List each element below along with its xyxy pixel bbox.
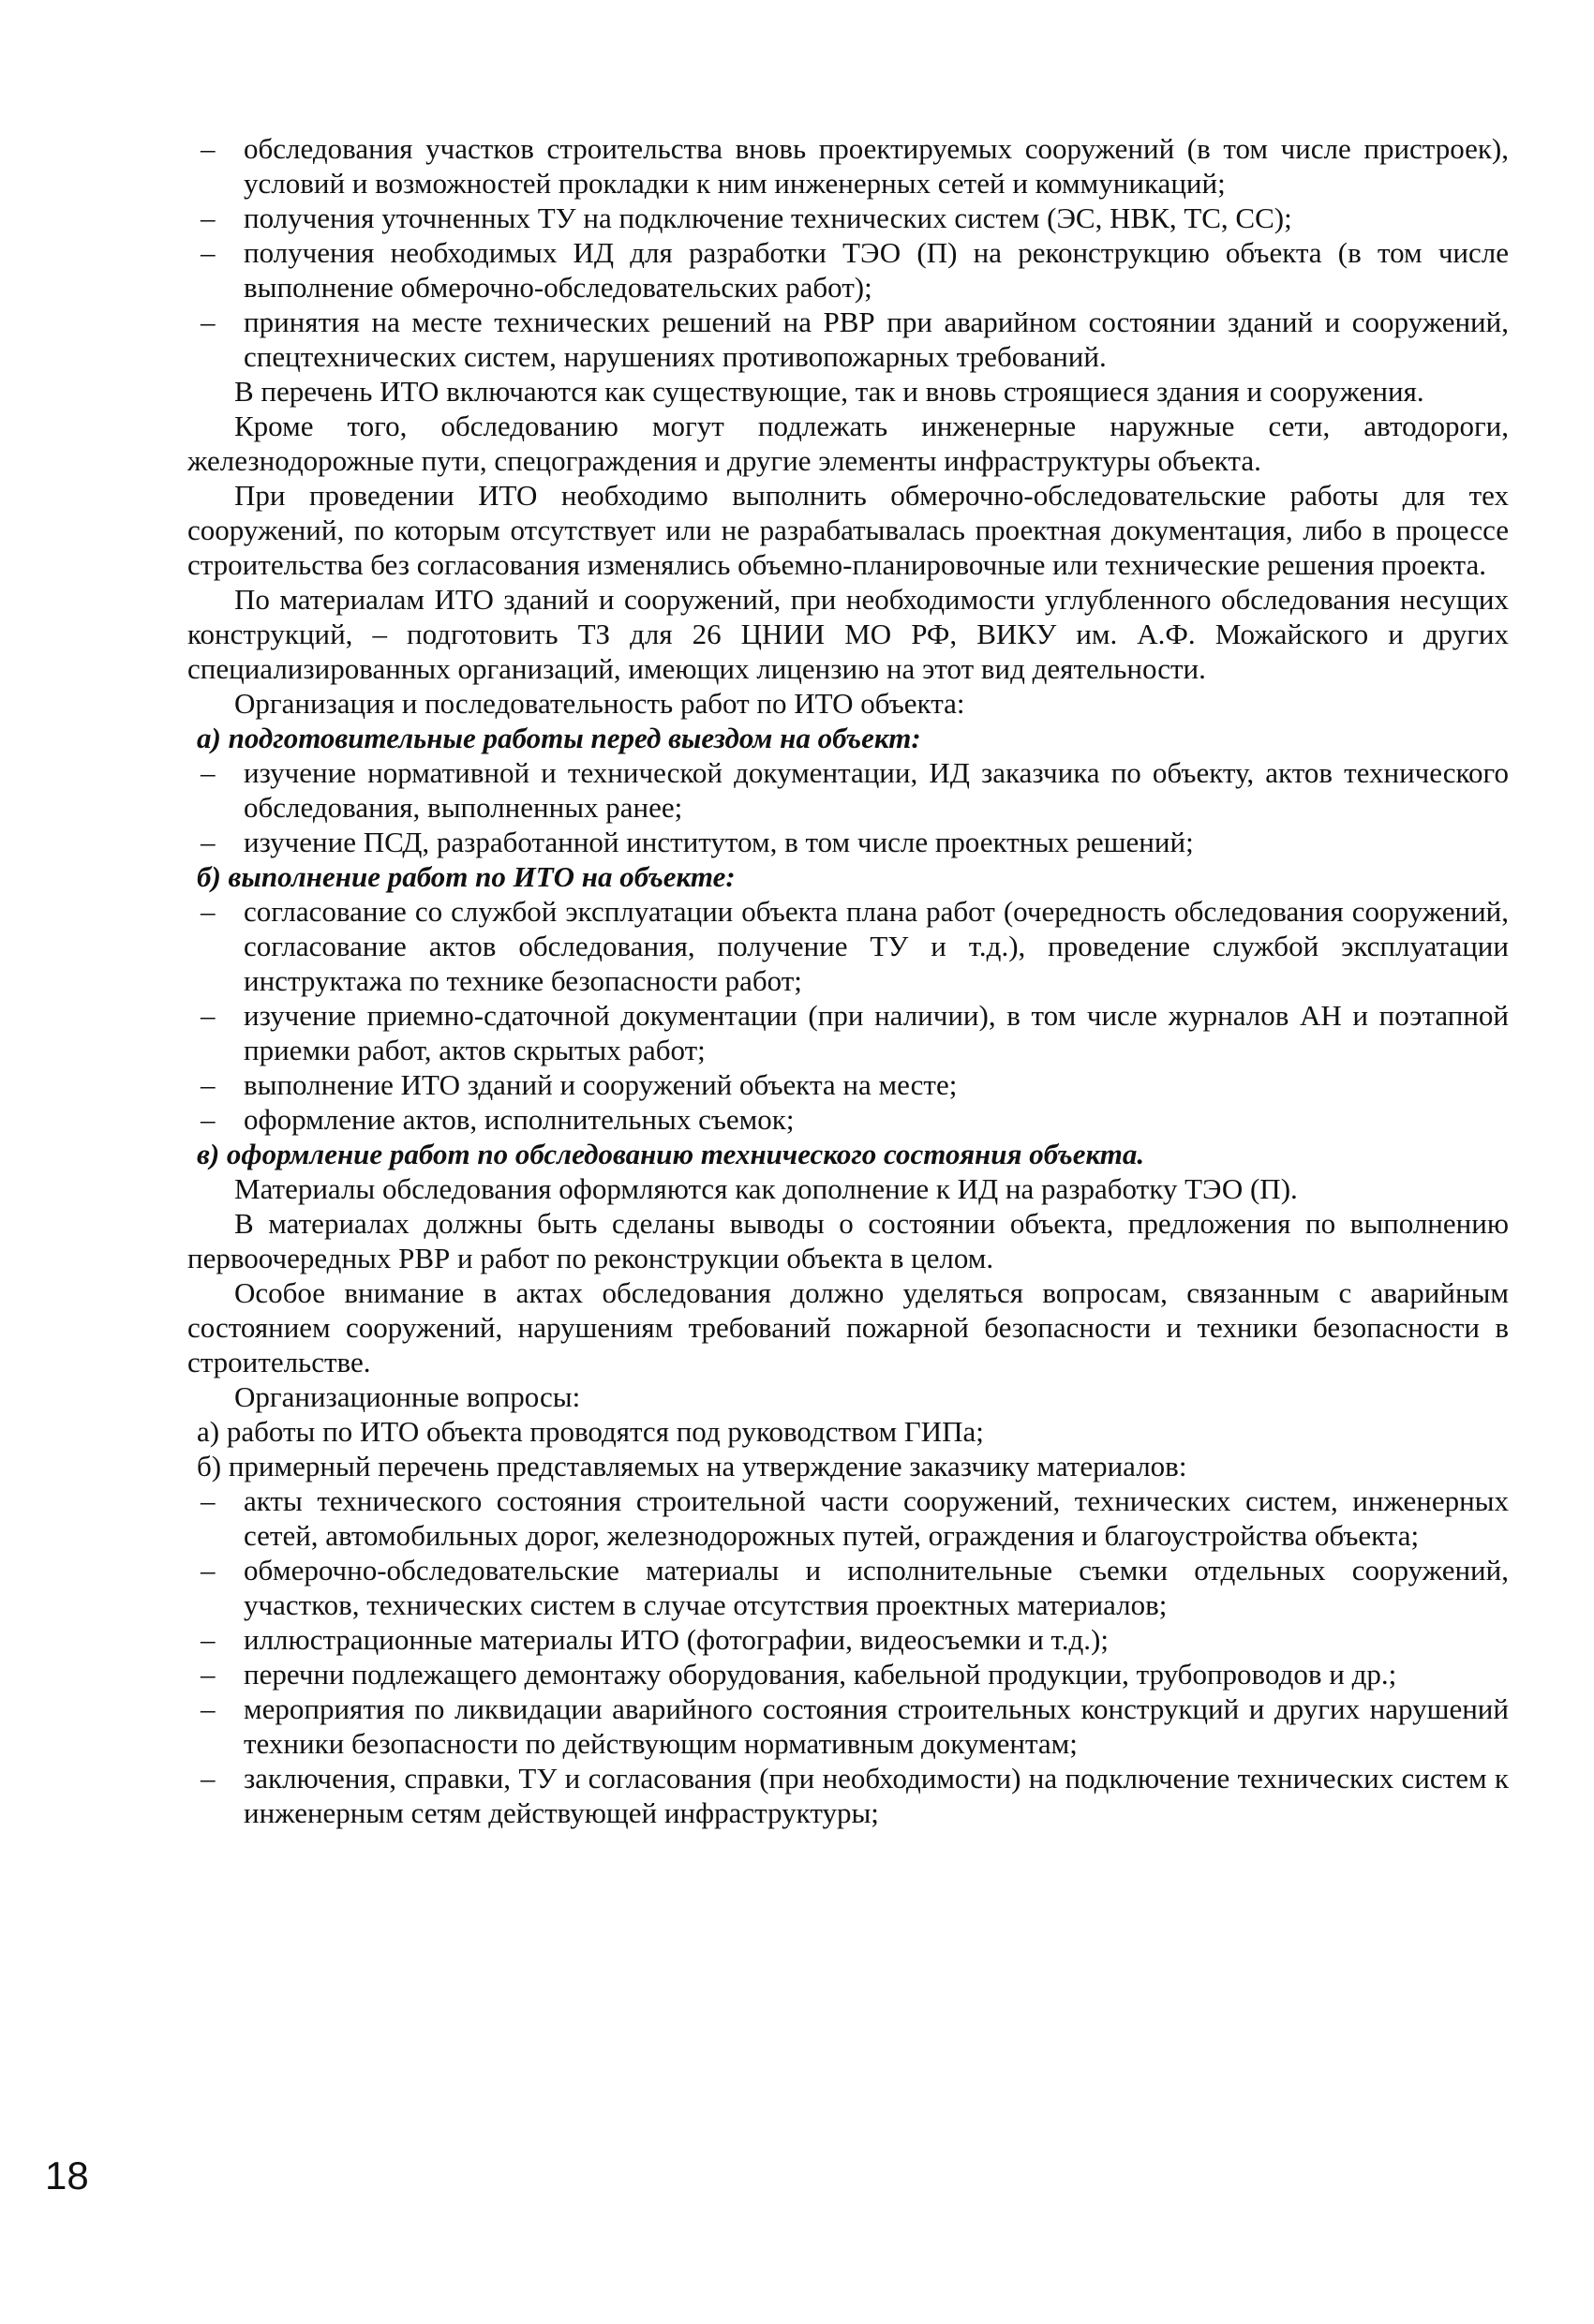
list-item bbox=[187, 998, 1509, 1067]
list-item bbox=[187, 235, 1509, 305]
list-item-text: изучение нормативной и технической документации, ИД заказчика по объекту, актов технического обследования, выполненных ранее; bbox=[244, 756, 1509, 824]
dash-marker: – bbox=[201, 132, 216, 165]
list-item bbox=[187, 1067, 1509, 1102]
list-item-text: заключения, справки, ТУ и согласования (при необходимости) на подключение технических систем к инженерным сетям действующей инфраструктуры; bbox=[244, 1762, 1509, 1829]
list-item bbox=[187, 1102, 1509, 1137]
dash-marker: – bbox=[201, 756, 216, 789]
list-item-text: обследования участков строительства вновь проектируемых сооружений (в том числе пристроек), условий и возможностей прокладки к ним инженерных сетей и коммуникаций; bbox=[244, 132, 1509, 200]
dash-marker: – bbox=[201, 1484, 216, 1517]
list-item bbox=[187, 825, 1509, 859]
list-item-text: мероприятия по ликвидации аварийного состояния строительных конструкций и других нарушений техники безопасности по действующим нормативным документам; bbox=[244, 1692, 1509, 1760]
paragraph-technical-assignment: По материалам ИТО зданий и сооружений, при необходимости углубленного обследования несущих конструкций, – подготовить ТЗ для 26 ЦНИИ МО РФ, ВИКУ им. А.Ф. Можайского и других специализированных организаций, имеющих лицензию на этот вид деятельности. bbox=[187, 583, 1509, 685]
list-item bbox=[187, 1691, 1509, 1761]
page-text-body bbox=[187, 131, 1509, 1830]
list-item-text: акты технического состояния строительной части сооружений, технических систем, инженерных сетей, автомобильных дорог, железнодорожных путей, ограждения и благоустройства объекта; bbox=[244, 1484, 1509, 1552]
paragraph-materials-format: Материалы обследования оформляются как дополнение к ИД на разработку ТЭО (П). bbox=[234, 1172, 1298, 1205]
list-item bbox=[187, 755, 1509, 825]
dash-marker: – bbox=[201, 895, 216, 928]
dash-marker: – bbox=[201, 1658, 216, 1691]
dash-marker: – bbox=[201, 999, 216, 1032]
dash-marker: – bbox=[201, 201, 216, 234]
line-gip-supervision: а) работы по ИТО объекта проводятся под руководством ГИПа; bbox=[197, 1415, 984, 1448]
list-item bbox=[187, 1761, 1509, 1830]
subheading-preparatory-works: а) подготовительные работы перед выездом на объект: bbox=[197, 722, 921, 754]
dash-marker: – bbox=[201, 1762, 216, 1795]
list-item-text: выполнение ИТО зданий и сооружений объекта на месте; bbox=[244, 1068, 958, 1101]
list-item bbox=[187, 1483, 1509, 1553]
subheading-onsite-works: б) выполнение работ по ИТО на объекте: bbox=[197, 860, 736, 893]
list-item-text: обмерочно-обследовательские материалы и исполнительные съемки отдельных сооружений, участков, технических систем в случае отсутствия проектных материалов; bbox=[244, 1554, 1509, 1621]
dash-marker: – bbox=[201, 305, 216, 338]
list-item bbox=[187, 131, 1509, 201]
list-item-text: оформление актов, исполнительных съемок; bbox=[244, 1103, 795, 1136]
bullet-list-survey-purposes bbox=[187, 131, 1509, 374]
dash-marker: – bbox=[201, 1554, 216, 1587]
list-item bbox=[187, 1622, 1509, 1657]
list-item bbox=[187, 1657, 1509, 1691]
list-item bbox=[187, 1553, 1509, 1622]
list-item-text: принятия на месте технических решений на РВР при аварийном состоянии зданий и сооружений, спецтехнических систем, нарушениях противопожарных требований. bbox=[244, 305, 1509, 373]
paragraph-organizational-questions: Организационные вопросы: bbox=[234, 1380, 581, 1413]
paragraph-measurement-works: При проведении ИТО необходимо выполнить обмерочно-обследовательские работы для тех сооружений, по которым отсутствует или не разрабатывалась проектная документация, либо в процессе строительства без согласования изменялись объемно-планировочные или технические решения проекта. bbox=[187, 479, 1509, 581]
paragraph-organization-sequence: Организация и последовательность работ по ИТО объекта: bbox=[234, 687, 965, 720]
paragraph-external-networks: Кроме того, обследованию могут подлежать инженерные наружные сети, автодороги, железнодорожные пути, спецограждения и другие элементы инфраструктуры объекта. bbox=[187, 410, 1509, 477]
list-item-text: перечни подлежащего демонтажу оборудования, кабельной продукции, трубопроводов и др.; bbox=[244, 1658, 1397, 1691]
line-materials-list: б) примерный перечень представляемых на утверждение заказчику материалов: bbox=[197, 1450, 1187, 1482]
list-item-text: получения уточненных ТУ на подключение технических систем (ЭС, НВК, ТС, СС); bbox=[244, 201, 1292, 234]
dash-marker: – bbox=[201, 826, 216, 858]
paragraph-conclusions: В материалах должны быть сделаны выводы о состоянии объекта, предложения по выполнению первоочередных РВР и работ по реконструкции объекта в целом. bbox=[187, 1207, 1509, 1274]
list-item-text: изучение ПСД, разработанной институтом, в том числе проектных решений; bbox=[244, 826, 1194, 858]
dash-marker: – bbox=[201, 1068, 216, 1101]
bullet-list-preparatory bbox=[187, 755, 1509, 859]
dash-marker: – bbox=[201, 1692, 216, 1725]
list-item bbox=[187, 305, 1509, 374]
list-item-text: получения необходимых ИД для разработки ТЭО (П) на реконструкцию объекта (в том числе выполнение обмерочно-обследовательских работ); bbox=[244, 236, 1509, 304]
list-item bbox=[187, 201, 1509, 235]
list-item bbox=[187, 894, 1509, 998]
subheading-documentation: в) оформление работ по обследованию технического состояния объекта. bbox=[197, 1138, 1145, 1170]
list-item-text: изучение приемно-сдаточной документации (при наличии), в том числе журналов АН и поэтапной приемки работ, актов скрытых работ; bbox=[244, 999, 1509, 1066]
list-item-text: иллюстрационные материалы ИТО (фотографии, видеосъемки и т.д.); bbox=[244, 1623, 1109, 1656]
paragraph-special-attention: Особое внимание в актах обследования должно уделяться вопросам, связанным с аварийным состоянием сооружений, нарушениям требований пожарной безопасности и техники безопасности в строительстве. bbox=[187, 1276, 1509, 1378]
dash-marker: – bbox=[201, 1623, 216, 1656]
dash-marker: – bbox=[201, 1103, 216, 1136]
page-number: 18 bbox=[45, 2153, 89, 2197]
list-item-text: согласование со службой эксплуатации объекта плана работ (очередность обследования сооружений, согласование актов обследования, получение ТУ и т.д.), проведение службой эксплуатации инструктажа по технике безопасности работ; bbox=[244, 895, 1509, 997]
paragraph-ito-list: В перечень ИТО включаются как существующие, так и вновь строящиеся здания и сооружения. bbox=[234, 375, 1424, 408]
bullet-list-onsite bbox=[187, 894, 1509, 1137]
bullet-list-materials bbox=[187, 1483, 1509, 1830]
dash-marker: – bbox=[201, 236, 216, 269]
